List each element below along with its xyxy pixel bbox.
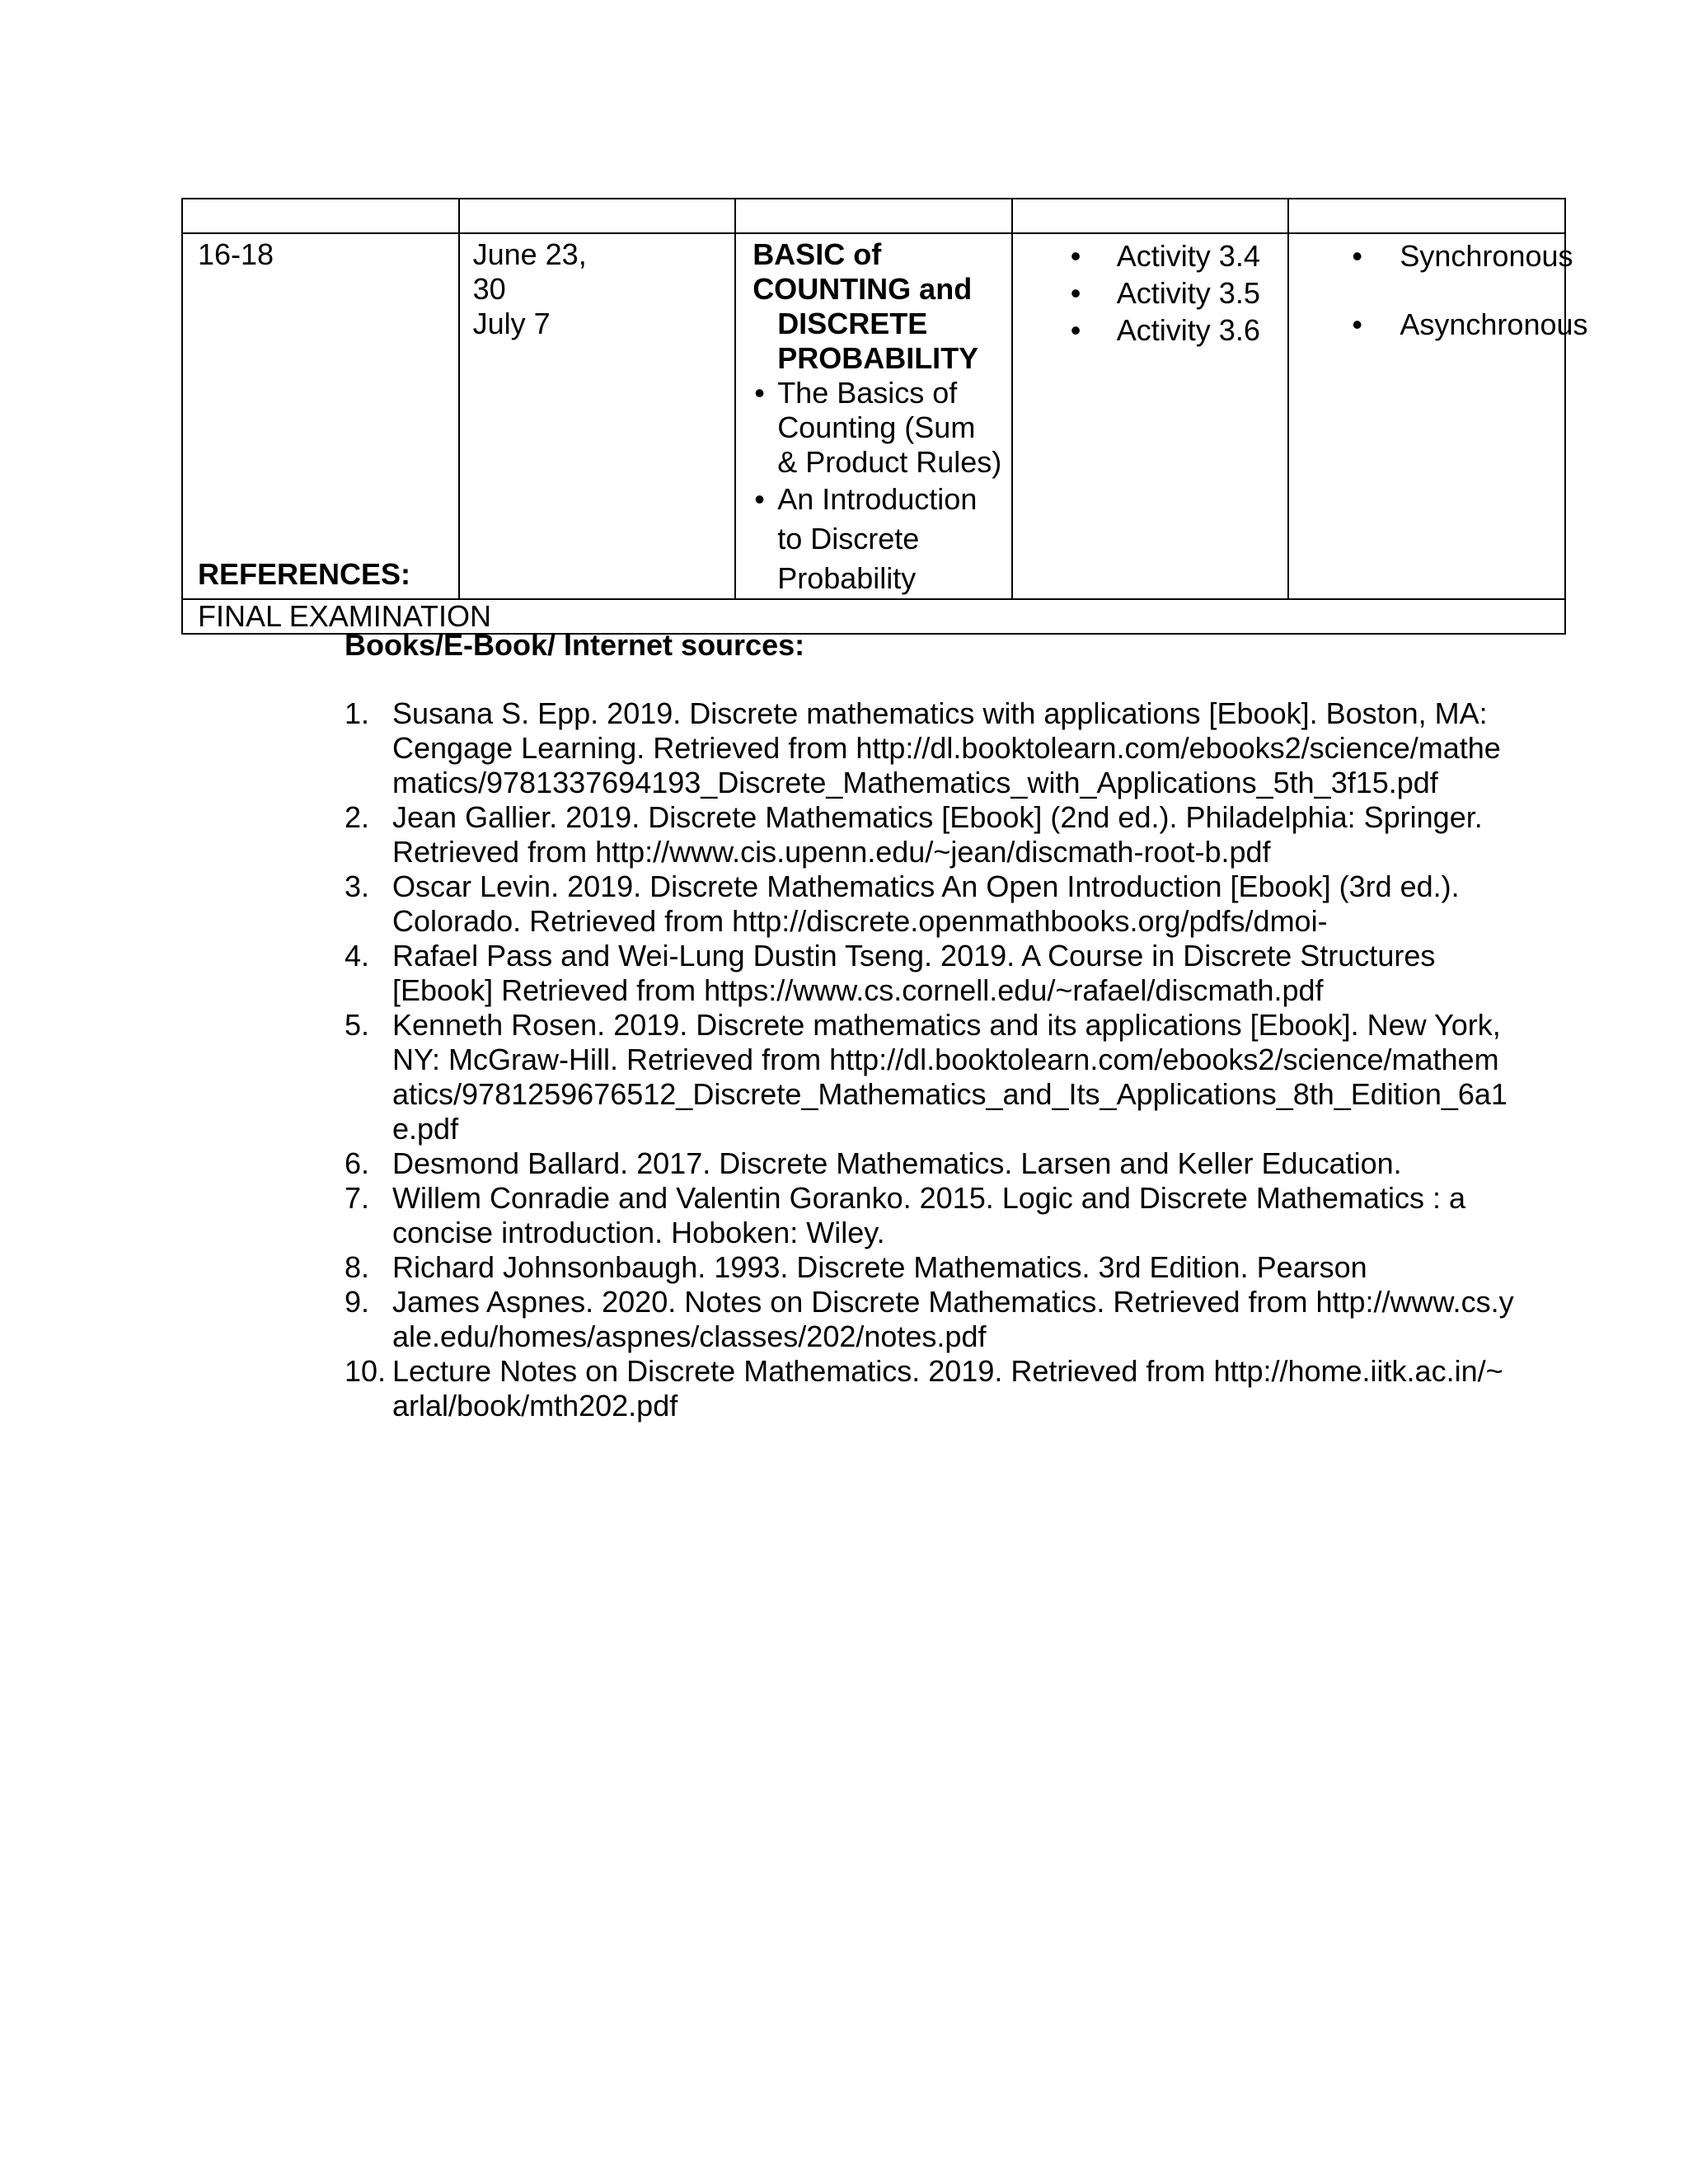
topic-title-line: BASIC of COUNTING and — [753, 237, 973, 306]
table-header-row — [182, 199, 1565, 233]
topic-item: • An Introduction to Discrete Probability — [753, 480, 1003, 598]
final-exam-label: FINAL EXAMINATION — [182, 599, 1565, 634]
reference-text: Lecture Notes on Discrete Mathematics. 2019. Retrieved from — [392, 1354, 1206, 1388]
reference-list — [345, 696, 1515, 1423]
activity-cell — [1012, 233, 1289, 599]
list-number: 3. — [345, 869, 370, 903]
header-cell — [735, 199, 1012, 233]
topic-title-line: DISCRETE PROBABILITY — [777, 307, 979, 375]
mode-cell — [1288, 233, 1588, 599]
list-item — [345, 696, 1515, 800]
mode-item: • Synchronous — [1352, 237, 1564, 274]
list-item — [345, 1146, 1515, 1181]
list-item — [345, 1354, 1515, 1423]
list-number: 10. — [345, 1354, 387, 1388]
reference-url[interactable]: http://home.iitk.ac.in/~arlal/book/mth202.pdf — [392, 1354, 1503, 1422]
references-heading: REFERENCES: — [198, 557, 411, 591]
list-item — [345, 939, 1515, 1008]
date-line: July 7 — [472, 307, 551, 340]
header-cell — [1012, 199, 1289, 233]
list-number: 4. — [345, 939, 370, 972]
list-number: 8. — [345, 1250, 370, 1284]
reference-url[interactable]: http://www.cs.yale.edu/homes/aspnes/classes/202/notes.pdf — [392, 1285, 1514, 1353]
list-number: 6. — [345, 1146, 370, 1180]
list-number: 2. — [345, 800, 370, 834]
week-cell: 16-18 — [182, 233, 459, 599]
topic-item: • The Basics of Counting (Sum & Product Rules) — [753, 376, 1003, 480]
list-item — [345, 800, 1515, 869]
topic-title — [753, 237, 1003, 376]
header-cell — [1288, 199, 1565, 233]
date-cell — [459, 233, 736, 599]
topic-list — [753, 376, 1003, 598]
header-cell — [182, 199, 459, 233]
mode-list — [1352, 237, 1588, 343]
reference-text: Jean Gallier. 2019. Discrete Mathematics [Ebook] (2nd ed.). Philadelphia: Springer. Retrieved from http://www.cis.upenn.edu/~jean/discmath-root-b.pdf — [392, 800, 1483, 869]
activity-list — [1071, 237, 1288, 349]
activity-item: • Activity 3.6 — [1071, 312, 1288, 349]
reference-text: James Aspnes. 2020. Notes on Discrete Mathematics. Retrieved from — [392, 1285, 1308, 1319]
reference-text: Desmond Ballard. 2017. Discrete Mathematics. Larsen and Keller Education. — [392, 1146, 1402, 1180]
list-number: 1. — [345, 696, 370, 730]
list-item — [345, 1285, 1515, 1354]
table-row — [182, 233, 1565, 599]
header-cell — [459, 199, 736, 233]
list-number: 5. — [345, 1008, 370, 1042]
reference-text: Susana S. Epp. 2019. Discrete mathematics with applications [Ebook]. Boston, MA: Cengage Learning. Retrieved from — [392, 696, 1488, 765]
list-item — [345, 1181, 1515, 1250]
date-line: June 23, — [472, 237, 587, 271]
topic-cell — [735, 233, 1012, 599]
list-number: 9. — [345, 1285, 370, 1319]
activity-item: • Activity 3.4 — [1071, 237, 1288, 274]
reference-text: Richard Johnsonbaugh. 1993. Discrete Mathematics. 3rd Edition. Pearson — [392, 1250, 1367, 1284]
mode-item: • Asynchronous — [1352, 306, 1564, 343]
reference-text: Oscar Levin. 2019. Discrete Mathematics An Open Introduction [Ebook] (3rd ed.). Colorado. Retrieved from http://discrete.openmathbooks.org/pdfs/dmoi- — [392, 869, 1460, 938]
list-item — [345, 869, 1515, 939]
date-line: 30 — [472, 272, 506, 306]
list-item — [345, 1250, 1515, 1285]
sources-subheading: Books/E-Book/ Internet sources: — [345, 628, 805, 662]
activity-item: • Activity 3.5 — [1071, 274, 1288, 312]
reference-url[interactable]: http://dl.booktolearn.com/ebooks2/science/mathematics/9781259676512_Discrete_Mathematics_and_Its_Applications_8th_Edition_6a1e.pdf — [392, 1043, 1507, 1146]
list-number: 7. — [345, 1181, 370, 1215]
reference-text: Rafael Pass and Wei-Lung Dustin Tseng. 2019. A Course in Discrete Structures [Ebook] Retrieved from https://www.cs.cornell.edu/~rafael/discmath.pdf — [392, 939, 1436, 1007]
reference-text: Kenneth Rosen. 2019. Discrete mathematics and its applications [Ebook]. New York, NY: McGraw-Hill. Retrieved from — [392, 1008, 1501, 1076]
list-item — [345, 1008, 1515, 1146]
reference-text: Willem Conradie and Valentin Goranko. 2015. Logic and Discrete Mathematics : a concise introduction. Hoboken: Wiley. — [392, 1181, 1465, 1249]
reference-url[interactable]: http://dl.booktolearn.com/ebooks2/science/mathematics/9781337694193_Discrete_Mathematics_with_Applications_5th_3f15.pdf — [392, 731, 1501, 799]
